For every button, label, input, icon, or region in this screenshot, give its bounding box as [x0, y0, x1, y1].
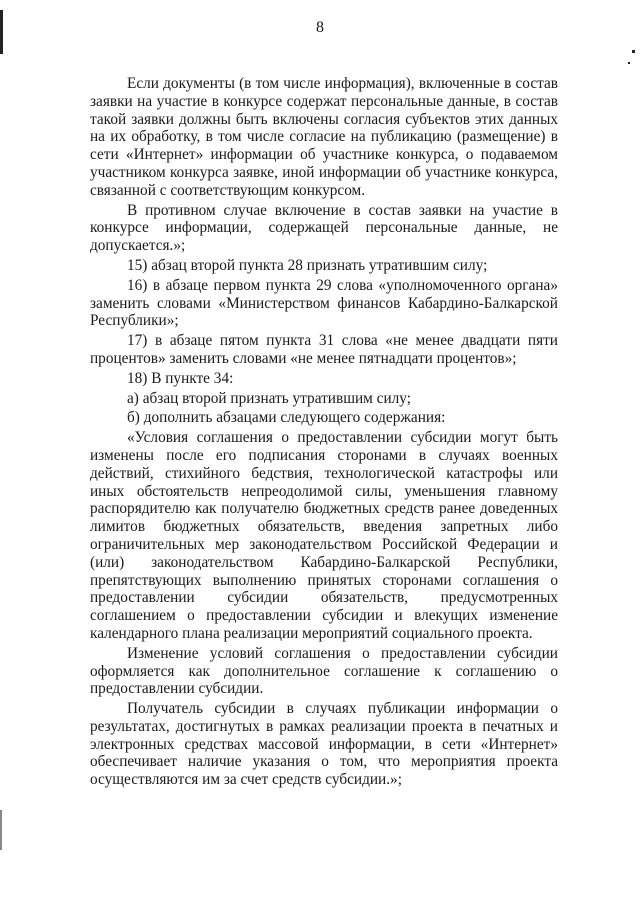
paragraph-item-17: 17) в абзаце пятом пункта 31 слова «не менее двадцати пяти процентов» заменить словами «не менее пятнадцати процентов»;: [90, 332, 558, 367]
paragraph-item-16: 16) в абзаце первом пункта 29 слова «уполномоченного органа» заменить словами «Министерством финансов Кабардино-Балкарской Республики»;: [90, 276, 558, 330]
paragraph-item-15: 15) абзац второй пункта 28 признать утратившим силу;: [127, 256, 488, 274]
paragraph-otherwise: В противном случае включение в состав заявки на участие в конкурсе информации, содержащей персональные данные, не допускается.»;: [90, 201, 558, 255]
page-number: 8: [316, 19, 324, 36]
paragraph-recipient-publication: Получатель субсидии в случаях публикации информации о результатах, достигнутых в рамках реализации проекта в печатных и электронных средствах массовой информации, в сети «Интернет» обеспечивает наличие указания о том, что мероприятия проекта осуществляются им за счет средств субсидии.»;: [90, 700, 558, 789]
scan-speck: [632, 50, 635, 53]
paragraph-sub-b: б) дополнить абзацами следующего содержания:: [127, 409, 446, 427]
scan-speck: [628, 62, 630, 64]
paragraph-personal-data: Если документы (в том числе информация), включенные в состав заявки на участие в конкурсе содержат персональные данные, в состав такой заявки должны быть включены согласия субъектов этих данных на их обработку, в том числе согласие на публикацию (размещение) в сети «Интернет» информации об участнике конкурса, о подаваемом участником конкурса заявке, иной информации об участнике конкурса, связанной с соответствующим конкурсом.: [90, 75, 558, 199]
document-body: [90, 75, 558, 789]
paragraph-item-18: 18) В пункте 34:: [127, 369, 234, 387]
paragraph-sub-a: а) абзац второй признать утратившим силу;: [127, 389, 411, 407]
paragraph-agreement-conditions: «Условия соглашения о предоставлении субсидии могут быть изменены после его подписания сторонами в случаях военных действий, стихийного бедствия, технологической катастрофы или иных обстоятельств непреодолимой силы, уменьшения главному распорядителю как получателю бюджетных средств ранее доведенных лимитов бюджетных обязательств, введения запретных либо ограничительных мер законодательством Российской Федерации и (или) законодательством Кабардино-Балкарской Республики, препятствующих выполнению принятых сторонами соглашения о предоставлении субсидии обязательств, предусмотренных соглашением о предоставлении субсидии и влекущих изменение календарного плана реализации мероприятий социального проекта.: [90, 429, 558, 642]
scan-edge-mark: [0, 810, 2, 850]
paragraph-agreement-change: Изменение условий соглашения о предоставлении субсидии оформляется как дополнительное соглашение к соглашению о предоставлении субсидии.: [90, 644, 558, 698]
